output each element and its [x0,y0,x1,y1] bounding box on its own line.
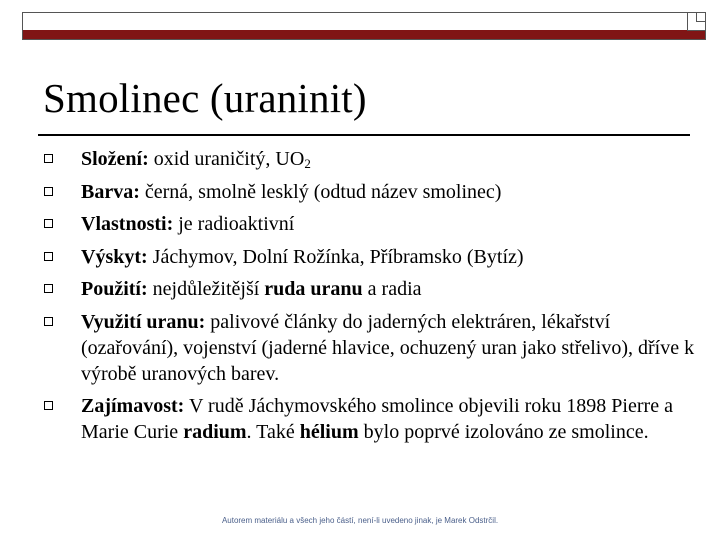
bullet-label: Výskyt: [81,245,148,268]
bullet-item-vlastnosti [40,211,700,237]
bullet-label: Zajímavost: [81,395,185,417]
bullet-item-zajimavost [40,393,700,445]
bullet-list [40,146,700,452]
bullet-label: Složení: [81,148,149,170]
bullet-text: . Také [246,421,300,443]
bullet-text: černá, smolně lesklý (odtud název smolinec) [139,180,502,203]
corner-square-small [696,13,705,22]
slide-title: Smolinec (uraninit) [43,75,367,121]
subscript: 2 [304,156,311,171]
square-bullet-icon [44,219,53,228]
header-red-band [23,30,705,39]
header-decoration-bar [22,12,706,40]
bullet-label: Barva: [81,180,140,203]
bullet-text: Jáchymov, Dolní Rožínka, Příbramsko (Bytíz) [147,245,524,268]
bullet-item-vyuziti-uranu [40,309,700,387]
bullet-text: bylo poprvé izolováno ze smolince. [358,421,649,443]
square-bullet-icon [44,401,53,410]
bullet-label: Použití: [81,278,148,300]
bullet-bold-text: ruda uranu [264,278,363,300]
bullet-bold-text: hélium [299,421,359,443]
square-bullet-icon [44,252,53,261]
bullet-label: Využití uranu: [81,310,206,333]
bullet-text: je radioaktivní [173,213,295,235]
bullet-text: palivové články do jaderných elektráren, lékařství (ozařování), vojenství (jaderné hlavice, ochuzený uran jako střelivo), dříve k výrobě uranových barev. [81,310,695,385]
bullet-text: oxid uraničitý, UO [148,148,305,170]
title-underline [38,134,690,136]
square-bullet-icon [44,317,53,326]
bullet-item-pouziti [40,276,700,302]
square-bullet-icon [44,284,53,293]
bullet-item-barva [40,179,700,205]
bullet-text: V rudě Jáchymovského smolince objevili roku 1898 Pierre a Marie Curie [81,395,673,443]
footer-author-note: Autorem materiálu a všech jeho částí, není-li uvedeno jinak, je Marek Odstrčil. [221,516,499,525]
bullet-label: Vlastnosti: [81,213,174,235]
bullet-bold-text: radium [183,421,247,443]
bullet-text: a radia [362,278,422,300]
bullet-item-vyskyt [40,244,700,270]
square-bullet-icon [44,187,53,196]
square-bullet-icon [44,154,53,163]
bullet-text: nejdůležitější [147,278,265,300]
bullet-item-slozeni [40,146,700,172]
